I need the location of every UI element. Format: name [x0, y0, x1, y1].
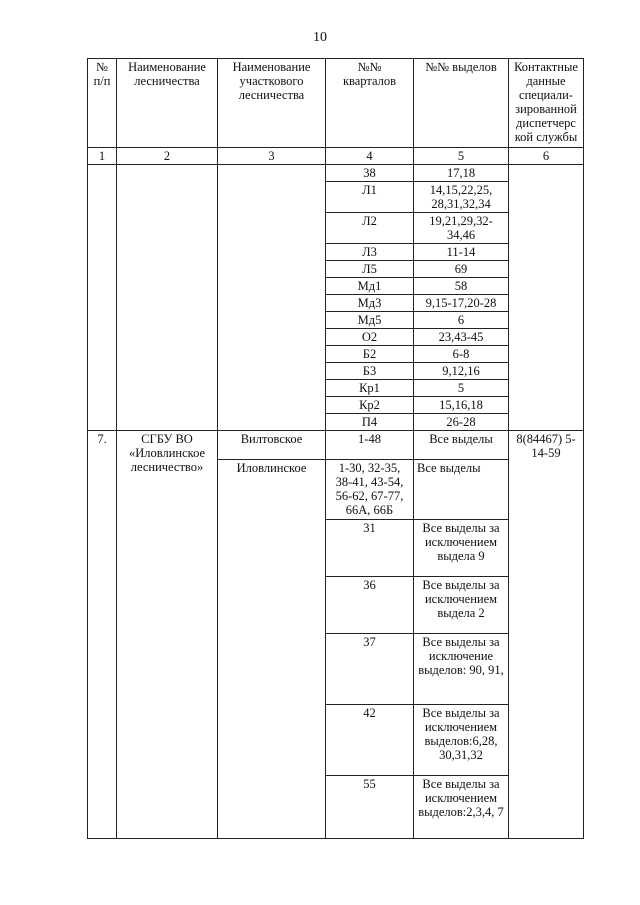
blank-cell	[218, 165, 326, 431]
kvartal-cell: Кр1	[326, 380, 414, 397]
kvartal-cell: 1-48	[326, 431, 414, 460]
kvartal-cell: 42	[326, 705, 414, 776]
vydely-cell: 69	[414, 261, 509, 278]
blank-cell	[88, 165, 117, 431]
vydely-cell: Все выделы за исключением выделов:2,3,4, 7	[414, 776, 509, 839]
entry-number: 7.	[88, 431, 117, 839]
column-number: 6	[509, 148, 584, 165]
kvartal-cell: Б3	[326, 363, 414, 380]
kvartal-cell: О2	[326, 329, 414, 346]
vydely-cell: 5	[414, 380, 509, 397]
table-header-row	[88, 59, 584, 148]
kvartal-cell: 55	[326, 776, 414, 839]
kvartal-cell: Л3	[326, 244, 414, 261]
vydely-cell: 23,43-45	[414, 329, 509, 346]
header-cell-district: Наименование участкового лесничества	[218, 59, 326, 148]
vydely-cell: 11-14	[414, 244, 509, 261]
kvartal-cell: Б2	[326, 346, 414, 363]
table-row	[88, 165, 584, 182]
kvartal-cell: 1-30, 32-35, 38-41, 43-54, 56-62, 67-77, 66А, 66Б	[326, 460, 414, 520]
column-number: 1	[88, 148, 117, 165]
vydely-cell: Все выделы за исключением выдела 2	[414, 577, 509, 634]
contact-cell: 8(84467) 5-14-59	[509, 431, 584, 839]
column-number: 5	[414, 148, 509, 165]
kvartal-cell: Мд3	[326, 295, 414, 312]
blank-cell	[117, 165, 218, 431]
header-cell-number: № п/п	[88, 59, 117, 148]
forestry-name: СГБУ ВО «Иловлинское лесничество»	[117, 431, 218, 839]
vydely-cell: 14,15,22,25, 28,31,32,34	[414, 182, 509, 213]
vydely-cell: 6	[414, 312, 509, 329]
vydely-cell: 6-8	[414, 346, 509, 363]
district-name: Вилтовское	[218, 431, 326, 460]
district-name: Иловлинское	[218, 460, 326, 839]
vydely-cell: 17,18	[414, 165, 509, 182]
kvartal-cell: 38	[326, 165, 414, 182]
kvartal-cell: Л1	[326, 182, 414, 213]
forestry-table	[87, 58, 584, 839]
vydely-cell: 9,12,16	[414, 363, 509, 380]
kvartal-cell: 36	[326, 577, 414, 634]
vydely-cell: Все выделы за исключением выдела 9	[414, 520, 509, 577]
column-number: 3	[218, 148, 326, 165]
kvartal-cell: 37	[326, 634, 414, 705]
header-cell-forestry: Наименование лесничества	[117, 59, 218, 148]
vydely-cell: Все выделы	[414, 431, 509, 460]
vydely-cell: 26-28	[414, 414, 509, 431]
kvartal-cell: 31	[326, 520, 414, 577]
vydely-cell: 9,15-17,20-28	[414, 295, 509, 312]
table-row	[88, 431, 584, 460]
vydely-cell: 15,16,18	[414, 397, 509, 414]
blank-cell	[509, 165, 584, 431]
vydely-cell: Все выделы за исключением выделов:6,28, 30,31,32	[414, 705, 509, 776]
page-number: 10	[313, 30, 327, 45]
column-number: 4	[326, 148, 414, 165]
kvartal-cell: Л5	[326, 261, 414, 278]
vydely-cell: Все выделы	[414, 460, 509, 520]
kvartal-cell: П4	[326, 414, 414, 431]
kvartal-cell: Кр2	[326, 397, 414, 414]
kvartal-cell: Мд1	[326, 278, 414, 295]
header-cell-kvartal: №№ кварталов	[326, 59, 414, 148]
vydely-cell: Все выделы за исключение выделов: 90, 91,	[414, 634, 509, 705]
kvartal-cell: Л2	[326, 213, 414, 244]
column-number-row	[88, 148, 584, 165]
header-cell-contact: Контактные данные специали- зированной диспетчерс кой службы	[509, 59, 584, 148]
vydely-cell: 58	[414, 278, 509, 295]
column-number: 2	[117, 148, 218, 165]
header-cell-vydely: №№ выделов	[414, 59, 509, 148]
vydely-cell: 19,21,29,32- 34,46	[414, 213, 509, 244]
kvartal-cell: Мд5	[326, 312, 414, 329]
